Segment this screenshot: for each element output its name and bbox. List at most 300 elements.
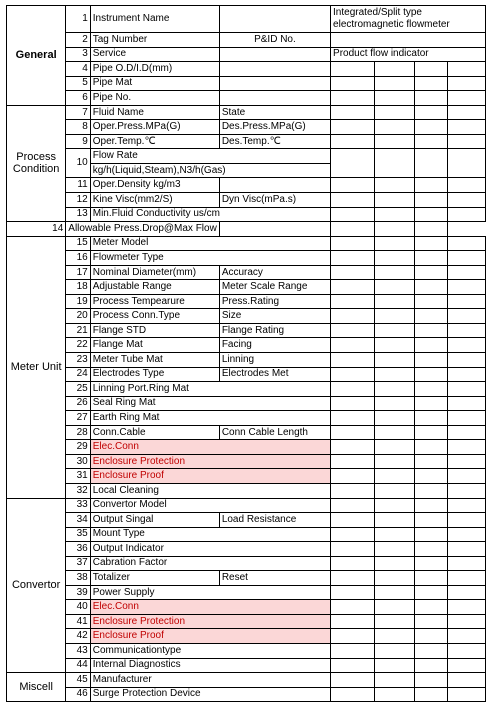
value-cell: [331, 513, 375, 528]
parameter-label: Meter Tube Mat: [90, 353, 219, 368]
table-row: [7, 149, 486, 164]
table-row: [7, 600, 486, 615]
value-cell: [447, 236, 485, 251]
value-cell: [374, 353, 414, 368]
section-label-process: Process Condition: [7, 105, 66, 221]
value-cell: [415, 571, 448, 586]
value-cell: [331, 411, 375, 426]
value-cell: [447, 411, 485, 426]
row-number: 16: [66, 251, 90, 266]
value-cell: [374, 105, 414, 120]
row-number: 23: [66, 353, 90, 368]
value-cell: [331, 76, 375, 91]
parameter-label: Conn.Cable: [90, 425, 219, 440]
value-cell: [415, 294, 448, 309]
parameter-label-secondary: Load Resistance: [219, 513, 330, 528]
value-cell: [374, 571, 414, 586]
table-row: [7, 294, 486, 309]
value-cell: [447, 673, 485, 688]
parameter-label: Kine Visc(mm2/S): [90, 193, 219, 208]
table-row: [7, 353, 486, 368]
value-cell: [447, 309, 485, 324]
row-number: 22: [66, 338, 90, 353]
value-cell: [447, 367, 485, 382]
value-cell: [331, 367, 375, 382]
value-cell: [415, 338, 448, 353]
value-cell: [331, 178, 375, 193]
value-cell: [331, 338, 375, 353]
parameter-label: Tag Number: [90, 33, 219, 48]
value-cell: [415, 498, 448, 513]
value-cell: [447, 483, 485, 498]
table-row: [7, 207, 486, 222]
value-cell: [447, 556, 485, 571]
value-cell: [447, 207, 485, 222]
parameter-label: Output Indicator: [90, 542, 330, 557]
value-cell: [447, 614, 485, 629]
parameter-label-secondary: [219, 178, 330, 193]
value-cell: [331, 687, 375, 702]
parameter-label: Process Tempearure: [90, 294, 219, 309]
value-cell: [374, 236, 414, 251]
value-cell: [374, 134, 414, 149]
value-cell: [415, 396, 448, 411]
table-row: [7, 134, 486, 149]
value-cell: [415, 251, 448, 266]
value-cell: [374, 294, 414, 309]
row-number: 4: [66, 62, 90, 77]
parameter-label: Min.Fluid Conductivity us/cm: [90, 207, 330, 222]
value-cell: [374, 323, 414, 338]
value-cell: [374, 396, 414, 411]
value-cell: [331, 280, 375, 295]
value-cell: [374, 367, 414, 382]
value-cell: [331, 323, 375, 338]
table-row: [7, 265, 486, 280]
parameter-label: Enclosure Proof: [90, 629, 330, 644]
parameter-label: Instrument Name: [90, 6, 219, 33]
value-cell: [447, 687, 485, 702]
value-cell: [331, 483, 375, 498]
table-row: [7, 614, 486, 629]
value-cell: [415, 585, 448, 600]
value-cell: [415, 425, 448, 440]
table-row: [7, 556, 486, 571]
parameter-label-secondary: [219, 47, 330, 62]
table-row: [7, 425, 486, 440]
value-cell: [447, 425, 485, 440]
parameter-label: Earth Ring Mat: [90, 411, 330, 426]
row-number: 36: [66, 542, 90, 557]
row-number: 2: [66, 33, 90, 48]
value-cell: [374, 454, 414, 469]
value-cell: [374, 440, 414, 455]
value-cell: [374, 673, 414, 688]
value-cell: [374, 222, 414, 237]
table-row: [7, 687, 486, 702]
parameter-label: Elec.Conn: [90, 440, 330, 455]
value-cell: [331, 309, 375, 324]
row-number: 6: [66, 91, 90, 106]
value-cell: [374, 251, 414, 266]
parameter-label-secondary: State: [219, 105, 330, 120]
value-cell: [447, 323, 485, 338]
parameter-label: Oper.Temp.℃: [90, 134, 219, 149]
value-cell: [447, 585, 485, 600]
row-number: 35: [66, 527, 90, 542]
section-label-general: General: [7, 6, 66, 106]
value-cell: [415, 149, 448, 178]
datasheet-table: [6, 5, 486, 702]
table-row: [7, 542, 486, 557]
value-cell: [415, 62, 448, 77]
value-cell: [331, 62, 375, 77]
value-cell: [415, 91, 448, 106]
parameter-label-secondary: Des.Temp.℃: [219, 134, 330, 149]
table-row: [7, 193, 486, 208]
table-row: [7, 527, 486, 542]
table-row: [7, 673, 486, 688]
parameter-label: Convertor Model: [90, 498, 330, 513]
value-cell: [374, 411, 414, 426]
value-cell: [331, 469, 375, 484]
value-cell: [331, 105, 375, 120]
parameter-label-secondary: Meter Scale Range: [219, 280, 330, 295]
value-cell: [447, 134, 485, 149]
value-cell: [447, 265, 485, 280]
value-cell: [331, 673, 375, 688]
value-cell: [447, 120, 485, 135]
value-cell: [447, 338, 485, 353]
row-number: 7: [66, 105, 90, 120]
parameter-label: Totalizer: [90, 571, 219, 586]
value-cell: [331, 571, 375, 586]
value-cell: [415, 469, 448, 484]
value-cell: [374, 469, 414, 484]
parameter-label: Surge Protection Device: [90, 687, 330, 702]
section-label-miscell: Miscell: [7, 673, 66, 702]
value-cell: [447, 498, 485, 513]
value-cell: [447, 600, 485, 615]
value-cell: [415, 454, 448, 469]
parameter-label-secondary: Press.Rating: [219, 294, 330, 309]
value-cell: [415, 483, 448, 498]
parameter-label: Pipe No.: [90, 91, 219, 106]
parameter-label-secondary: Des.Press.MPa(G): [219, 120, 330, 135]
parameter-label: Enclosure Protection: [90, 614, 330, 629]
row-number: 41: [66, 614, 90, 629]
parameter-label-secondary: Reset: [219, 571, 330, 586]
row-number: 3: [66, 47, 90, 62]
row-number: 37: [66, 556, 90, 571]
value-cell: [447, 527, 485, 542]
value-cell: [415, 193, 448, 208]
table-row: [7, 440, 486, 455]
parameter-label: Output Singal: [90, 513, 219, 528]
value-cell: [374, 382, 414, 397]
value-cell: [415, 527, 448, 542]
value-cell: [374, 338, 414, 353]
row-number: 1: [66, 6, 90, 33]
value-cell: [415, 323, 448, 338]
parameter-label: Process Conn.Type: [90, 309, 219, 324]
parameter-label: Internal Diagnostics: [90, 658, 330, 673]
section-label-convertor: Convertor: [7, 498, 66, 673]
parameter-label: Cabration Factor: [90, 556, 330, 571]
value-cell: [331, 251, 375, 266]
value-cell: [447, 91, 485, 106]
parameter-label-secondary: Dyn Visc(mPa.s): [219, 193, 330, 208]
value-cell: [447, 76, 485, 91]
value-cell: [331, 585, 375, 600]
row-number: 24: [66, 367, 90, 382]
value-cell: [331, 425, 375, 440]
value-cell: [415, 556, 448, 571]
datasheet-body: [7, 6, 486, 702]
value-cell: [374, 76, 414, 91]
table-row: [7, 629, 486, 644]
row-number: 17: [66, 265, 90, 280]
table-row: [7, 33, 486, 48]
table-row: [7, 47, 486, 62]
row-number: 42: [66, 629, 90, 644]
table-row: [7, 105, 486, 120]
parameter-label-secondary: [219, 62, 330, 77]
value-cell: [331, 527, 375, 542]
value-cell: [447, 62, 485, 77]
value-cell: [374, 149, 414, 178]
parameter-label: Mount Type: [90, 527, 330, 542]
value-cell: [447, 294, 485, 309]
value-cell: [415, 105, 448, 120]
parameter-label-secondary: Electrodes Met: [219, 367, 330, 382]
value-cell: [374, 629, 414, 644]
parameter-label: Linning Port.Ring Mat: [90, 382, 330, 397]
table-row: [7, 236, 486, 251]
table-row: [7, 323, 486, 338]
parameter-label: Service: [90, 47, 219, 62]
parameter-label-secondary: [219, 6, 330, 33]
value-cell: [447, 643, 485, 658]
value-cell: [447, 353, 485, 368]
value-cell: [447, 542, 485, 557]
value-cell: [415, 513, 448, 528]
row-number: 8: [66, 120, 90, 135]
value-cell: [331, 294, 375, 309]
row-number: 27: [66, 411, 90, 426]
value-cell: [415, 440, 448, 455]
value-cell: [331, 542, 375, 557]
value-cell: [447, 658, 485, 673]
parameter-label: Flowmeter Type: [90, 251, 330, 266]
value-cell: [447, 396, 485, 411]
value-cell: [415, 629, 448, 644]
value-cell: [447, 469, 485, 484]
value-cell: [447, 440, 485, 455]
row-number: 25: [66, 382, 90, 397]
parameter-label-secondary: Flange Rating: [219, 323, 330, 338]
table-row: [7, 513, 486, 528]
value-cell: [331, 193, 375, 208]
parameter-label: Flange STD: [90, 323, 219, 338]
parameter-label-secondary: [219, 91, 330, 106]
row-number: 15: [66, 236, 90, 251]
value-cell: [331, 556, 375, 571]
table-row: [7, 483, 486, 498]
parameter-label: Flange Mat: [90, 338, 219, 353]
parameter-label-secondary: Conn Cable Length: [219, 425, 330, 440]
parameter-label: Oper.Press.MPa(G): [90, 120, 219, 135]
value-cell: [374, 600, 414, 615]
value-cell: [415, 120, 448, 135]
value-cell: [331, 658, 375, 673]
parameter-label: Allowable Press.Drop@Max Flow: [66, 222, 220, 237]
value-cell: [331, 600, 375, 615]
table-row: [7, 396, 486, 411]
row-number: 19: [66, 294, 90, 309]
parameter-label: Local Cleaning: [90, 483, 330, 498]
value-cell: [415, 265, 448, 280]
value-cell: [447, 251, 485, 266]
value-cell: [374, 643, 414, 658]
value-cell: [331, 236, 375, 251]
parameter-label: Adjustable Range: [90, 280, 219, 295]
value-cell: [415, 673, 448, 688]
value-cell: [447, 629, 485, 644]
row-number: 30: [66, 454, 90, 469]
row-number: 21: [66, 323, 90, 338]
value-cell: [415, 134, 448, 149]
value-cell: [374, 498, 414, 513]
table-row: [7, 411, 486, 426]
table-row: [7, 571, 486, 586]
value-cell: [447, 149, 485, 178]
value-cell: [331, 222, 375, 237]
table-row: [7, 251, 486, 266]
value-cell: [447, 382, 485, 397]
value-cell: [374, 658, 414, 673]
value-cell: [374, 120, 414, 135]
value-cell: [415, 353, 448, 368]
table-row: [7, 280, 486, 295]
value-cell: [415, 643, 448, 658]
parameter-label-secondary: Size: [219, 309, 330, 324]
value-cell: [374, 687, 414, 702]
value-cell: [331, 33, 486, 48]
value-cell: [374, 585, 414, 600]
row-number: 10: [66, 149, 90, 178]
value-cell: [447, 193, 485, 208]
value-cell: [415, 411, 448, 426]
row-number: 12: [66, 193, 90, 208]
value-cell: [374, 265, 414, 280]
row-number: 20: [66, 309, 90, 324]
parameter-label: Enclosure Proof: [90, 469, 330, 484]
value-cell: [331, 498, 375, 513]
row-number: 44: [66, 658, 90, 673]
value-cell: [447, 454, 485, 469]
table-row: [7, 120, 486, 135]
value-cell: [374, 207, 414, 222]
parameter-label: Pipe O.D/I.D(mm): [90, 62, 219, 77]
table-row: [7, 309, 486, 324]
table-row: [7, 454, 486, 469]
row-number: 40: [66, 600, 90, 615]
value-cell: [374, 425, 414, 440]
value-cell: [331, 120, 375, 135]
value-cell: [331, 440, 375, 455]
value-cell: [331, 629, 375, 644]
value-cell: [331, 91, 375, 106]
table-row: [7, 338, 486, 353]
parameter-label: Pipe Mat: [90, 76, 219, 91]
row-number: 26: [66, 396, 90, 411]
value-cell: [415, 542, 448, 557]
value-cell: [415, 367, 448, 382]
value-cell: [415, 600, 448, 615]
value-cell: [415, 309, 448, 324]
value-cell: [447, 280, 485, 295]
table-row: [7, 222, 486, 237]
parameter-label: Nominal Diameter(mm): [90, 265, 219, 280]
value-cell: [331, 643, 375, 658]
parameter-label: Power Supply: [90, 585, 330, 600]
parameter-label-secondary: Accuracy: [219, 265, 330, 280]
value-cell: [374, 556, 414, 571]
value-cell: [374, 309, 414, 324]
parameter-label: Communicationtype: [90, 643, 330, 658]
value-cell: [447, 178, 485, 193]
row-number: 9: [66, 134, 90, 149]
row-number: 33: [66, 498, 90, 513]
parameter-label-secondary: [219, 76, 330, 91]
value-cell: [331, 265, 375, 280]
row-number: 14: [7, 222, 66, 237]
parameter-label: Flow Rate: [90, 149, 330, 164]
value-cell: [374, 178, 414, 193]
value-cell: [447, 571, 485, 586]
table-row: [7, 178, 486, 193]
parameter-label: Seal Ring Mat: [90, 396, 330, 411]
value-cell: [415, 178, 448, 193]
value-cell: [374, 62, 414, 77]
parameter-label-secondary: Linning: [219, 353, 330, 368]
value-cell: [415, 382, 448, 397]
table-row: [7, 643, 486, 658]
row-number: 43: [66, 643, 90, 658]
value-cell: [415, 222, 448, 237]
row-number: 31: [66, 469, 90, 484]
value-cell: [331, 614, 375, 629]
value-cell: [374, 527, 414, 542]
value-cell: [447, 513, 485, 528]
value-cell: [331, 149, 375, 178]
value-cell: [374, 513, 414, 528]
parameter-label: Elec.Conn: [90, 600, 330, 615]
row-number: 32: [66, 483, 90, 498]
row-number: 5: [66, 76, 90, 91]
table-row: [7, 76, 486, 91]
row-number: 38: [66, 571, 90, 586]
value-cell: [374, 483, 414, 498]
parameter-label: Fluid Name: [90, 105, 219, 120]
value-cell: [331, 454, 375, 469]
table-row: [7, 62, 486, 77]
table-row: [7, 658, 486, 673]
value-cell: [374, 193, 414, 208]
parameter-label: Enclosure Protection: [90, 454, 330, 469]
value-cell: Product flow indicator: [331, 47, 486, 62]
